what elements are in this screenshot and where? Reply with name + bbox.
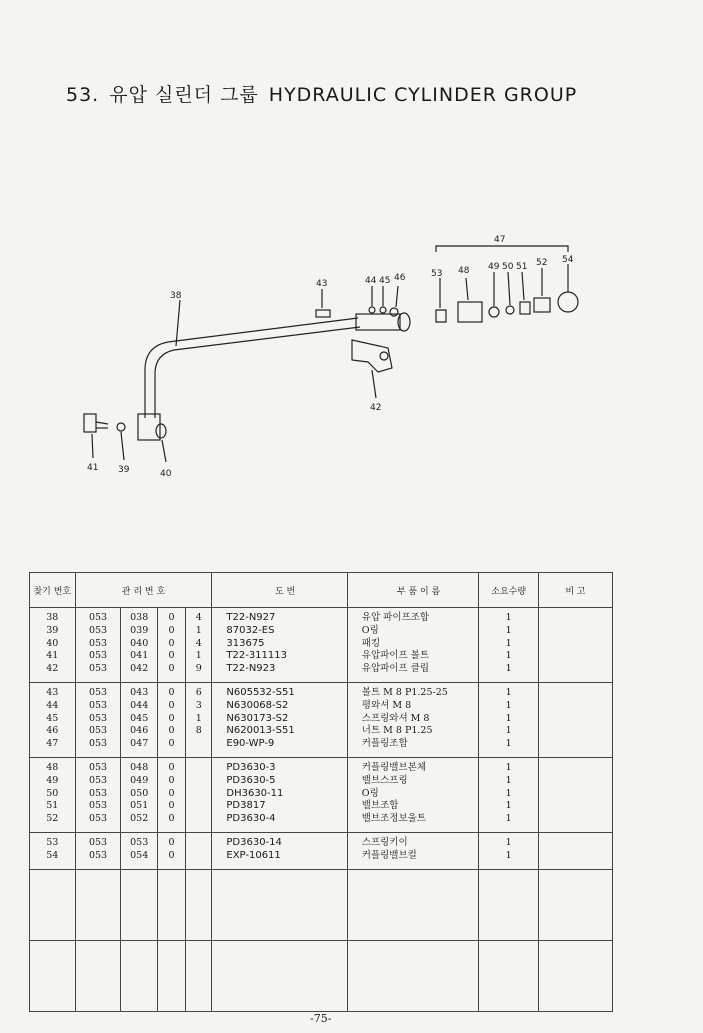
cell-d-line: 1	[195, 650, 202, 662]
table-row-group	[30, 832, 613, 869]
cell-name	[347, 608, 479, 683]
cell-key-line: 54	[46, 849, 59, 861]
cell-key-line: 40	[46, 637, 59, 649]
page-title	[66, 80, 587, 107]
cell-name-line: O링	[361, 624, 379, 636]
callout-50: 50	[502, 262, 514, 272]
coupling-valve-collar	[558, 292, 578, 312]
cell-key-line: 42	[46, 663, 59, 675]
cell-name-line: 커플링조합	[361, 738, 408, 750]
cell-key-line: 43	[46, 686, 59, 698]
cell-d	[186, 682, 212, 757]
cell-a-line: 053	[88, 612, 108, 623]
cell-drawing-line: 313675	[226, 637, 265, 649]
cell-name-line: 너트 M 8 P1.25	[361, 725, 433, 737]
cell-b	[121, 757, 157, 832]
cell-key-line: 49	[46, 774, 59, 786]
cell-drawing-line: T22-N927	[226, 612, 276, 623]
cell-b-line: 041	[130, 650, 149, 662]
cell-name-line: 유압 파이프조합	[361, 612, 430, 623]
callout-38: 38	[170, 291, 182, 301]
cell-a-line: 053	[88, 761, 108, 773]
cell-name-line: 평와셔 M 8	[361, 699, 412, 711]
cell-drawing	[212, 832, 347, 869]
cell-a-line: 053	[88, 849, 108, 861]
cell-key-line: 48	[46, 761, 59, 773]
cell-d	[186, 757, 212, 832]
cell-qty-line: 1	[505, 849, 512, 861]
cell-d-line	[189, 813, 208, 826]
cell-b-line: 046	[130, 725, 149, 737]
spring-key	[436, 310, 446, 322]
cell-qty-line: 1	[505, 612, 512, 623]
cell-drawing-line: PD3817	[226, 800, 266, 812]
cell-c-line: 0	[168, 637, 175, 649]
callout-51: 51	[516, 262, 528, 272]
cell-drawing-line: PD3630-14	[226, 836, 282, 848]
cell-name-line: 밸브스프링	[361, 774, 408, 786]
cell-empty	[121, 940, 157, 1011]
cell-c-line: 0	[168, 624, 175, 636]
cell-name-line: 커플링밸브컬	[361, 849, 417, 861]
table-row	[30, 757, 613, 832]
cell-name-line: O링	[361, 787, 379, 799]
cell-empty	[539, 869, 613, 940]
cell-drawing-line: N620013-S51	[226, 725, 295, 737]
cell-d	[186, 608, 212, 683]
header-mgmt: 관 리 번 호	[75, 573, 212, 608]
cell-drawing-line: N630173-S2	[226, 712, 289, 724]
header-note: 비 고	[539, 573, 613, 608]
callout-47: 47	[494, 235, 506, 245]
callout-48: 48	[458, 266, 470, 276]
cell-d-line: 4	[195, 637, 202, 649]
cell-d-line	[189, 738, 208, 751]
cell-name-line: 패킹	[361, 637, 381, 649]
callout-42: 42	[370, 403, 382, 413]
cell-note	[539, 757, 613, 832]
header-drawing: 도 번	[212, 573, 347, 608]
cell-name-line: 밸브조정보울트	[361, 813, 427, 825]
cell-key-line: 50	[46, 787, 59, 799]
cell-c	[157, 608, 185, 683]
packing-40	[156, 424, 166, 438]
cell-a-line: 053	[88, 712, 108, 724]
cell-b-line: 051	[130, 800, 149, 812]
cell-a	[75, 757, 121, 832]
cell-qty-line: 1	[505, 787, 512, 799]
cell-b	[121, 608, 157, 683]
cell-name-line: 밸브조합	[361, 800, 399, 812]
cell-key-line: 51	[46, 800, 59, 812]
cell-empty	[75, 940, 121, 1011]
cell-drawing-line: PD3630-4	[226, 813, 276, 825]
cell-drawing-line: T22-311113	[226, 650, 287, 662]
cell-b-line: 054	[130, 849, 149, 861]
cell-a-line: 053	[88, 650, 108, 662]
cell-name-line: 유압파이프 볼트	[361, 650, 430, 662]
cell-empty	[347, 940, 479, 1011]
cell-c-line: 0	[168, 849, 175, 861]
cell-qty	[479, 757, 539, 832]
table-row	[30, 832, 613, 869]
cell-key-line: 45	[46, 712, 59, 724]
cell-c-line: 0	[168, 650, 175, 662]
cell-name-line: 볼트 M 8 P1.25-25	[361, 686, 448, 698]
cell-c-line: 0	[168, 712, 175, 724]
cell-empty	[157, 869, 185, 940]
table-row-group	[30, 608, 613, 683]
cell-b-line: 053	[130, 836, 149, 848]
cell-a-line: 053	[88, 738, 108, 750]
cell-b-line: 045	[130, 712, 149, 724]
header-part-name: 부 품 이 름	[347, 573, 479, 608]
cell-a	[75, 608, 121, 683]
cell-drawing-line: PD3630-3	[226, 761, 276, 773]
cell-qty-line: 1	[505, 712, 512, 724]
cell-drawing-line: N630068-S2	[226, 699, 289, 711]
cell-key-line: 46	[46, 725, 59, 737]
cell-key-line: 44	[46, 699, 59, 711]
callout-41: 41	[87, 463, 99, 473]
title-english: HYDRAULIC CYLINDER GROUP	[268, 84, 578, 106]
cell-c-line: 0	[168, 663, 175, 675]
cell-qty-line: 1	[505, 637, 512, 649]
callout-53: 53	[431, 269, 443, 279]
cell-qty	[479, 608, 539, 683]
cell-a-line: 053	[88, 699, 108, 711]
cell-b-line: 048	[130, 761, 149, 773]
cell-key-line: 39	[46, 624, 59, 636]
cell-d-line	[189, 762, 208, 775]
cell-empty	[347, 869, 479, 940]
callout-43: 43	[316, 279, 328, 289]
cell-drawing-line: EXP-10611	[226, 849, 281, 861]
cell-d-line: 1	[195, 624, 202, 636]
cell-d-line: 8	[195, 725, 202, 737]
cell-key-line: 53	[46, 836, 59, 848]
cell-drawing	[212, 682, 347, 757]
title-number: 53.	[66, 84, 100, 106]
cell-empty	[30, 940, 76, 1011]
cell-c-line: 0	[168, 800, 175, 812]
cell-c-line: 0	[168, 774, 175, 786]
cell-b-line: 040	[130, 637, 149, 649]
table-row-empty	[30, 869, 613, 940]
cell-c-line: 0	[168, 738, 175, 750]
cell-drawing	[212, 757, 347, 832]
cell-d-line	[189, 788, 208, 801]
cell-c	[157, 682, 185, 757]
cell-empty	[539, 940, 613, 1011]
cell-name-line: 커플링밸브본체	[361, 761, 427, 773]
cell-drawing-line: PD3630-5	[226, 774, 276, 786]
cell-d-line: 9	[195, 663, 202, 675]
cell-qty-line: 1	[505, 686, 512, 698]
cell-a	[75, 682, 121, 757]
cell-empty	[186, 869, 212, 940]
cell-a-line: 053	[88, 774, 108, 786]
cell-c-line: 0	[168, 813, 175, 825]
cell-note	[539, 832, 613, 869]
cell-qty-line: 1	[505, 774, 512, 786]
cell-name-line: 스프링와셔 M 8	[361, 712, 430, 724]
cell-b-line: 047	[130, 738, 149, 750]
title-korean: 유압 실린더 그룹	[109, 84, 259, 106]
cell-c-line: 0	[168, 836, 175, 848]
cell-name-line: 유압파이프 클립	[361, 663, 430, 675]
cell-qty-line: 1	[505, 725, 512, 737]
page-number: -75-	[310, 1012, 332, 1025]
cell-qty-line: 1	[505, 761, 512, 773]
cell-d-line	[189, 837, 208, 850]
cell-c	[157, 757, 185, 832]
blank-rows	[30, 869, 613, 1011]
cell-qty-line: 1	[505, 699, 512, 711]
cell-qty-line: 1	[505, 650, 512, 662]
cell-name	[347, 832, 479, 869]
cell-drawing-line: DH3630-11	[226, 787, 284, 799]
cell-note	[539, 608, 613, 683]
cell-drawing-line: T22-N923	[226, 663, 276, 675]
cell-a-line: 053	[88, 787, 108, 799]
cell-b-line: 049	[130, 774, 149, 786]
cell-name	[347, 757, 479, 832]
cell-empty	[186, 940, 212, 1011]
cell-qty	[479, 682, 539, 757]
table-row-group	[30, 682, 613, 757]
cell-empty	[157, 940, 185, 1011]
cell-qty-line: 1	[505, 624, 512, 636]
cell-d-line: 6	[195, 686, 202, 698]
cell-b-line: 039	[130, 624, 149, 636]
cell-key	[30, 757, 76, 832]
cell-key-line: 38	[46, 612, 59, 623]
cell-a-line: 053	[88, 624, 108, 636]
cell-d-line	[189, 800, 208, 813]
cell-name-line: 스프링키이	[361, 836, 408, 848]
cell-a-line: 053	[88, 637, 108, 649]
cell-c-line: 0	[168, 612, 175, 623]
cell-d-line	[189, 775, 208, 788]
cell-c	[157, 832, 185, 869]
cell-drawing-line: 87032-ES	[226, 624, 275, 636]
cell-empty	[212, 869, 347, 940]
cell-b-line: 052	[130, 813, 149, 825]
cell-b-line: 044	[130, 699, 149, 711]
cell-d-line: 1	[195, 712, 202, 724]
header-qty: 소요수량	[479, 573, 539, 608]
cell-empty	[479, 940, 539, 1011]
cell-b-line: 038	[130, 612, 149, 623]
cell-d-line	[189, 850, 208, 863]
cell-b	[121, 832, 157, 869]
cell-b-line: 042	[130, 663, 149, 675]
cell-empty	[121, 869, 157, 940]
cell-key	[30, 682, 76, 757]
exploded-parts-diagram	[0, 220, 703, 500]
callout-39: 39	[118, 465, 130, 475]
cell-a-line: 053	[88, 800, 108, 812]
cell-d-line: 4	[195, 612, 202, 623]
cell-key	[30, 608, 76, 683]
cell-c-line: 0	[168, 725, 175, 737]
cell-c-line: 0	[168, 699, 175, 711]
callout-40: 40	[160, 469, 172, 479]
callout-49: 49	[488, 262, 500, 272]
cell-key-line: 41	[46, 650, 59, 662]
cell-d-line: 3	[195, 699, 202, 711]
o-ring-39	[117, 423, 125, 431]
callout-45: 45	[379, 276, 391, 286]
cell-b-line: 043	[130, 686, 149, 698]
cell-c-line: 0	[168, 787, 175, 799]
cell-empty	[30, 869, 76, 940]
cell-empty	[479, 869, 539, 940]
cell-drawing-line: N605532-S51	[226, 686, 295, 698]
cell-a-line: 053	[88, 813, 108, 825]
pipe-clip	[352, 340, 392, 372]
table-row-group	[30, 757, 613, 832]
header-key: 찾기 번호	[30, 573, 76, 608]
cell-a-line: 053	[88, 663, 108, 675]
cell-a-line: 053	[88, 686, 108, 698]
cell-c-line: 0	[168, 761, 175, 773]
cell-name	[347, 682, 479, 757]
cell-d	[186, 832, 212, 869]
table-row	[30, 682, 613, 757]
cell-qty-line: 1	[505, 663, 512, 675]
cell-drawing	[212, 608, 347, 683]
table-row-empty	[30, 940, 613, 1011]
cell-c-line: 0	[168, 686, 175, 698]
cell-qty-line: 1	[505, 836, 512, 848]
cell-qty-line: 1	[505, 800, 512, 812]
parts-table	[29, 572, 613, 1012]
cell-a-line: 053	[88, 725, 108, 737]
cell-key-line: 47	[46, 738, 59, 750]
cell-a	[75, 832, 121, 869]
cell-drawing-line: E90-WP-9	[226, 738, 275, 750]
cell-qty-line: 1	[505, 813, 512, 825]
cell-qty-line: 1	[505, 738, 512, 750]
cell-a-line: 053	[88, 836, 108, 848]
callout-52: 52	[536, 258, 548, 268]
table-row	[30, 608, 613, 683]
cell-key	[30, 832, 76, 869]
cell-qty	[479, 832, 539, 869]
cell-key-line: 52	[46, 813, 59, 825]
cell-note	[539, 682, 613, 757]
callout-46: 46	[394, 273, 406, 283]
cell-b	[121, 682, 157, 757]
callout-44: 44	[365, 276, 377, 286]
cell-empty	[75, 869, 121, 940]
coupling-valve-body	[458, 302, 482, 322]
cell-b-line: 050	[130, 787, 149, 799]
callout-54: 54	[562, 255, 574, 265]
cell-empty	[212, 940, 347, 1011]
